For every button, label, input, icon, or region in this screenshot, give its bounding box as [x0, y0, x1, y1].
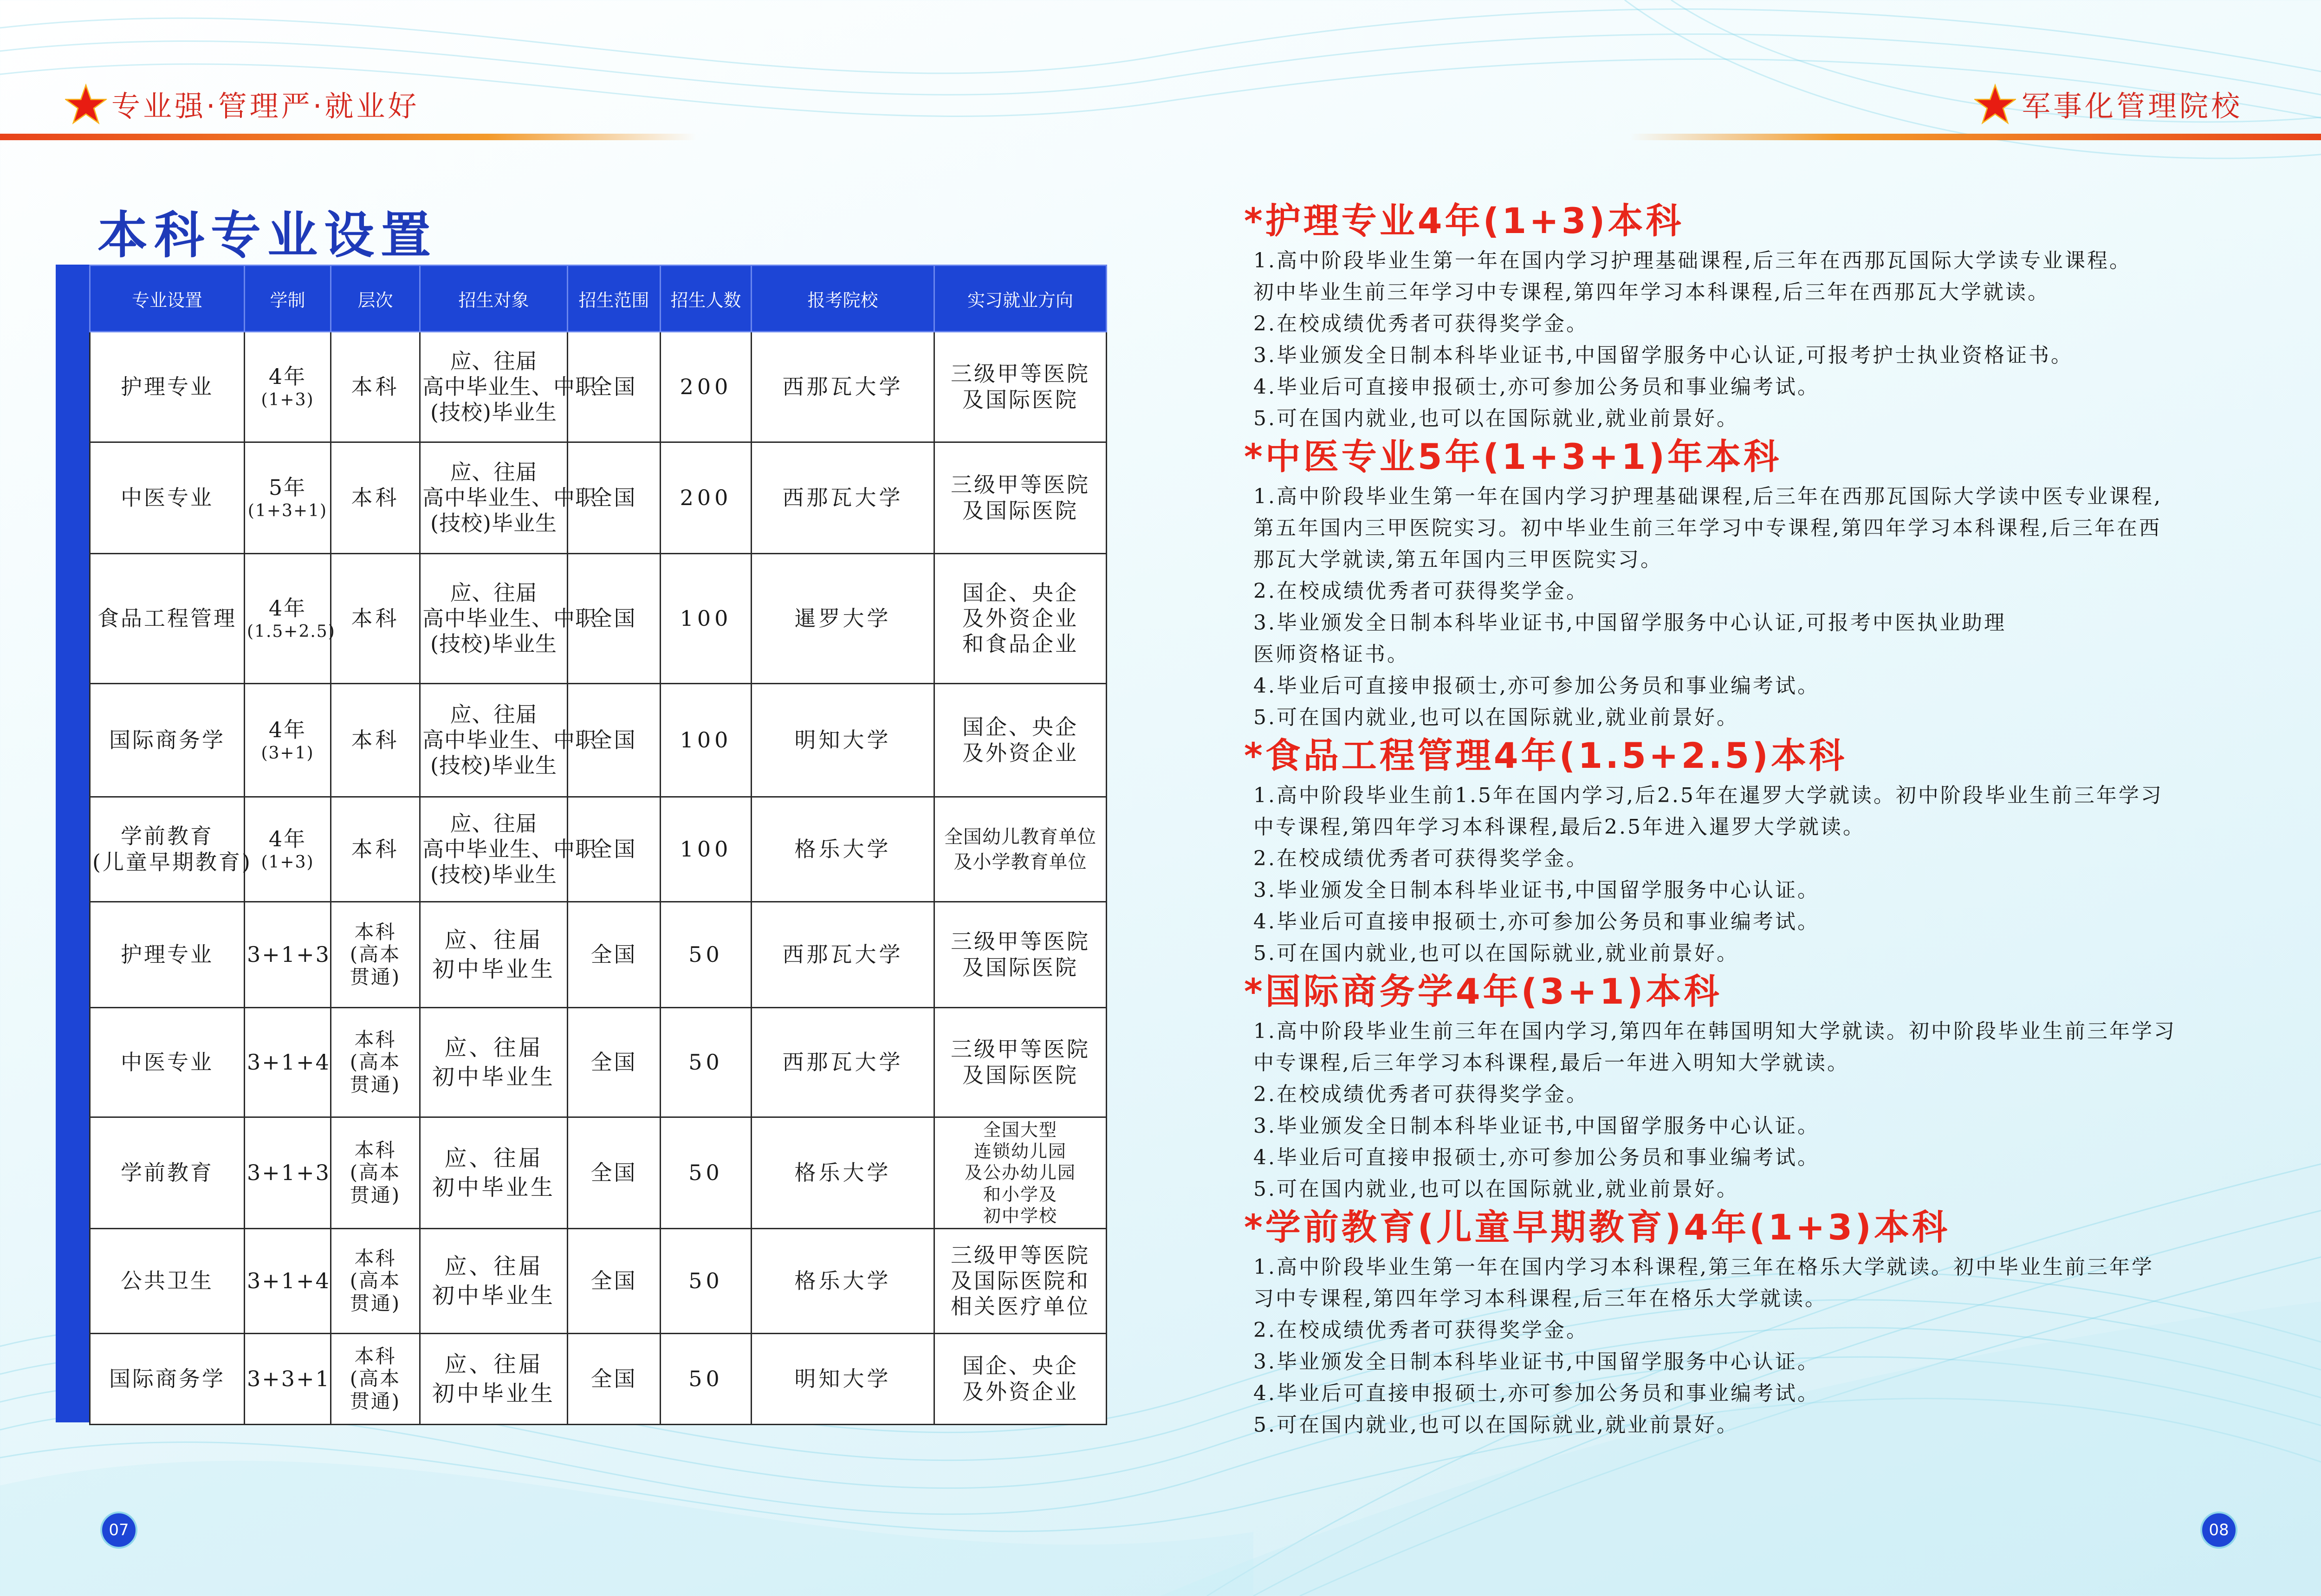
cell-level-line: 本科	[354, 1028, 396, 1051]
cell-level-line: 贯通)	[350, 965, 401, 988]
cell-count: 200	[661, 442, 752, 554]
table-row	[90, 902, 1107, 1008]
program-section-line: 2.在校成绩优秀者可获得奖学金。	[1253, 847, 1588, 870]
cell-target-line: 应、往届	[450, 701, 538, 727]
cell-job	[934, 442, 1107, 554]
cell-major-line: 学前教育	[121, 1160, 214, 1185]
cell-years-line: (1+3+1)	[247, 501, 328, 520]
program-section-line: 1.高中阶段毕业生前三年在国内学习,第四年在韩国明知大学就读。初中阶段毕业生前三年学习	[1253, 1019, 2176, 1043]
cell-target	[420, 332, 597, 442]
table-row	[90, 1117, 1107, 1229]
cell-years	[245, 684, 331, 797]
cell-years-line: 3+1+3	[247, 941, 331, 967]
red-star-icon	[65, 84, 107, 125]
cell-target-line: 高中毕业生、中职	[422, 485, 597, 510]
red-star-icon	[1974, 84, 2016, 125]
cell-scope: 全国	[568, 554, 661, 684]
page-title: 本科专业设置	[97, 207, 438, 265]
cell-level-line: 本科	[351, 727, 400, 753]
cell-level-line: 本科	[351, 374, 400, 399]
cell-level-line: 本科	[354, 1345, 396, 1368]
cell-years-line: (3+1)	[261, 743, 314, 763]
program-section-line: 医师资格证书。	[1253, 642, 1409, 666]
cell-job	[934, 1008, 1107, 1117]
cell-target-line: 应、往届	[444, 1253, 543, 1280]
cell-job-line: 及外资企业	[962, 605, 1078, 631]
cell-level-line: 贯通)	[350, 1183, 401, 1207]
cell-job-line: 全国大型	[983, 1119, 1057, 1140]
cell-target	[420, 902, 568, 1008]
cell-job	[934, 1334, 1107, 1425]
cell-years-line: (1.5+2.5)	[247, 622, 336, 641]
cell-target-line: 应、往届	[450, 580, 538, 605]
program-section-line: 5.可在国内就业,也可以在国际就业,就业前景好。	[1253, 941, 1739, 965]
cell-scope: 全国	[568, 684, 661, 797]
cell-school: 西那瓦大学	[752, 1008, 934, 1117]
cell-level-line: (高本	[350, 1269, 401, 1292]
cell-job-line: 及小学教育单位	[953, 851, 1087, 873]
col-header-target: 招生对象	[420, 266, 568, 332]
cell-target-line: 初中毕业生	[432, 1174, 555, 1200]
col-header-school: 报考院校	[752, 266, 934, 332]
program-section-line: 3.毕业颁发全日制本科毕业证书,中国留学服务中心认证,可报考护士执业资格证书。	[1253, 344, 2073, 367]
cell-years	[245, 332, 331, 442]
cell-years-line: 4年	[268, 717, 307, 743]
program-section-line: 2.在校成绩优秀者可获得奖学金。	[1253, 1318, 1588, 1342]
table-row	[90, 442, 1107, 554]
cell-major-line: 中医专业	[121, 485, 214, 510]
program-section	[1244, 1207, 2302, 1441]
program-section	[1244, 971, 2302, 1205]
col-header-major: 专业设置	[90, 266, 245, 332]
cell-target-line: 高中毕业生、中职	[422, 836, 597, 862]
cell-target-line: 应、往届	[450, 459, 538, 485]
cell-level	[331, 684, 420, 797]
page-number-left: 07	[100, 1512, 137, 1549]
program-section-line: 1.高中阶段毕业生前1.5年在国内学习,后2.5年在暹罗大学就读。初中阶段毕业生前三年学习	[1253, 784, 2163, 807]
cell-school: 西那瓦大学	[752, 442, 934, 554]
cell-level-line: 贯通)	[350, 1389, 401, 1413]
cell-job	[934, 1117, 1107, 1229]
page-number-right: 08	[2200, 1512, 2237, 1549]
table-row	[90, 1229, 1107, 1334]
cell-target	[420, 1334, 568, 1425]
cell-job-line: 及外资企业	[962, 1379, 1078, 1404]
cell-target-line: 应、往届	[444, 1145, 543, 1172]
cell-school: 格乐大学	[752, 797, 934, 902]
cell-job-line: 三级甲等医院	[951, 1037, 1090, 1062]
cell-count: 50	[661, 1334, 752, 1425]
cell-target-line: 高中毕业生、中职	[422, 727, 597, 753]
cell-level	[331, 1008, 420, 1117]
program-section	[1244, 436, 2302, 733]
cell-school: 暹罗大学	[752, 554, 934, 684]
cell-job-line: 初中学校	[983, 1206, 1057, 1226]
cell-target-line: 应、往届	[450, 811, 538, 836]
program-section-line: 5.可在国内就业,也可以在国际就业,就业前景好。	[1253, 407, 1739, 430]
program-section-line: 3.毕业颁发全日制本科毕业证书,中国留学服务中心认证。	[1253, 1350, 1820, 1374]
program-section-line: 2.在校成绩优秀者可获得奖学金。	[1253, 312, 1588, 336]
cell-level	[331, 442, 420, 554]
cell-level-line: 本科	[351, 605, 400, 631]
cell-target-line: 高中毕业生、中职	[422, 605, 597, 631]
program-section-line: 2.在校成绩优秀者可获得奖学金。	[1253, 1083, 1588, 1106]
cell-job-line: 及国际医院	[962, 387, 1078, 412]
cell-school: 明知大学	[752, 1334, 934, 1425]
cell-job-line: 及国际医院	[962, 1062, 1078, 1088]
cell-level-line: (高本	[350, 943, 401, 966]
cell-years-line: 4年	[268, 364, 307, 389]
cell-years	[245, 1229, 331, 1334]
header-rule-left	[0, 134, 696, 140]
cell-job-line: 三级甲等医院	[951, 472, 1090, 498]
cell-major	[90, 1008, 245, 1117]
cell-count: 50	[661, 1008, 752, 1117]
cell-level-line: 本科	[354, 1139, 396, 1162]
cell-years	[245, 554, 336, 684]
cell-scope: 全国	[568, 797, 661, 902]
cell-target	[420, 442, 597, 554]
cell-level-line: 本科	[354, 1247, 396, 1270]
cell-scope: 全国	[568, 1117, 661, 1229]
cell-school: 明知大学	[752, 684, 934, 797]
program-section-title: *护理专业4年(1+3)本科	[1244, 200, 1684, 241]
slogan-left-text: 专业强·管理严·就业好	[111, 89, 420, 123]
cell-target	[420, 797, 597, 902]
cell-scope: 全国	[568, 442, 661, 554]
cell-job	[934, 684, 1107, 797]
cell-major-line: 国际商务学	[109, 727, 225, 753]
majors-table	[89, 265, 1107, 1425]
table-row	[90, 797, 1107, 902]
cell-target-line: (技校)毕业生	[430, 753, 557, 779]
col-header-years: 学制	[245, 266, 331, 332]
cell-level-line: 本科	[354, 921, 396, 944]
program-section-line: 5.可在国内就业,也可以在国际就业,就业前景好。	[1253, 1177, 1739, 1201]
table-header-row	[90, 266, 1107, 332]
cell-years	[245, 1008, 331, 1117]
cell-job-line: 及公办幼儿园	[964, 1162, 1076, 1183]
program-section-line: 4.毕业后可直接申报硕士,亦可参加公务员和事业编考试。	[1253, 375, 1820, 399]
cell-job-line: 国企、央企	[962, 1353, 1078, 1379]
cell-target-line: (技校)毕业生	[430, 631, 557, 657]
cell-major-line: 国际商务学	[109, 1366, 225, 1391]
program-section-title: *学前教育(儿童早期教育)4年(1+3)本科	[1244, 1207, 1951, 1248]
table-side-stripe	[56, 265, 89, 1422]
program-section	[1244, 200, 2302, 435]
cell-target-line: 初中毕业生	[432, 1282, 555, 1309]
program-section-line: 1.高中阶段毕业生第一年在国内学习护理基础课程,后三年在西那瓦国际大学读专业课程。	[1253, 249, 2132, 272]
cell-years-line: (1+3)	[261, 390, 314, 409]
cell-job-line: 三级甲等医院	[951, 361, 1090, 387]
cell-school: 西那瓦大学	[752, 902, 934, 1008]
cell-count: 50	[661, 1229, 752, 1334]
cell-major-line: 护理专业	[121, 941, 214, 967]
cell-target-line: (技校)毕业生	[430, 400, 557, 425]
table-row	[90, 684, 1107, 797]
cell-level-line: 贯通)	[350, 1291, 401, 1315]
cell-target-line: (技校)毕业生	[430, 862, 557, 888]
cell-school: 格乐大学	[752, 1229, 934, 1334]
header-slogan-right	[2022, 78, 2243, 129]
program-section-line: 3.毕业颁发全日制本科毕业证书,中国留学服务中心认证,可报考中医执业助理	[1253, 611, 2006, 635]
table-row	[90, 1334, 1107, 1425]
cell-years-line: (1+3)	[261, 852, 314, 872]
cell-years-line: 3+1+4	[247, 1268, 331, 1293]
col-header-level: 层次	[331, 266, 420, 332]
cell-job-line: 国企、央企	[962, 580, 1078, 605]
cell-major-line: 食品工程管理	[97, 605, 237, 631]
cell-count: 50	[661, 902, 752, 1008]
cell-level-line: 本科	[351, 485, 400, 510]
cell-target-line: 应、往届	[444, 1351, 543, 1378]
cell-job	[934, 332, 1107, 442]
cell-years-line: 3+1+3	[247, 1160, 331, 1185]
cell-scope: 全国	[568, 902, 661, 1008]
cell-target	[420, 1229, 568, 1334]
cell-level	[331, 554, 420, 684]
program-section-line: 2.在校成绩优秀者可获得奖学金。	[1253, 579, 1588, 603]
cell-target-line: 应、往届	[444, 927, 543, 954]
cell-major	[90, 1117, 245, 1229]
program-section-line: 4.毕业后可直接申报硕士,亦可参加公务员和事业编考试。	[1253, 674, 1820, 698]
cell-level-line: (高本	[350, 1051, 401, 1074]
program-section-line: 1.高中阶段毕业生第一年在国内学习护理基础课程,后三年在西那瓦国际大学读中医专业课程,	[1253, 485, 2162, 508]
program-section	[1244, 735, 2302, 969]
cell-job-line: 三级甲等医院	[951, 1242, 1090, 1268]
cell-job	[934, 797, 1107, 902]
program-section-line: 中专课程,后三年学习本科课程,最后一年进入明知大学就读。	[1253, 1051, 1849, 1075]
program-section-line: 5.可在国内就业,也可以在国际就业,就业前景好。	[1253, 706, 1739, 729]
program-section-line: 中专课程,第四年学习本科课程,最后2.5年进入暹罗大学就读。	[1253, 815, 1865, 839]
cell-target-line: 初中毕业生	[432, 1380, 555, 1407]
table-row	[90, 1008, 1107, 1117]
cell-major-line: 护理专业	[121, 374, 214, 399]
cell-job-line: 及国际医院和	[951, 1268, 1090, 1293]
cell-job-line: 三级甲等医院	[951, 929, 1090, 954]
program-section-line: 4.毕业后可直接申报硕士,亦可参加公务员和事业编考试。	[1253, 1382, 1820, 1405]
cell-target-line: 应、往届	[444, 1035, 543, 1061]
program-section-line: 4.毕业后可直接申报硕士,亦可参加公务员和事业编考试。	[1253, 1146, 1820, 1169]
header-slogan-left	[111, 78, 419, 129]
cell-school: 西那瓦大学	[752, 332, 934, 442]
cell-target-line: 初中毕业生	[432, 956, 555, 982]
program-section-title: *食品工程管理4年(1.5+2.5)本科	[1244, 735, 1848, 776]
cell-years	[245, 797, 331, 902]
cell-job-line: 相关医疗单位	[951, 1294, 1090, 1319]
cell-major-line: (儿童早期教育)	[92, 849, 252, 875]
cell-target	[420, 684, 597, 797]
cell-level	[331, 1117, 420, 1229]
cell-target-line: 高中毕业生、中职	[422, 374, 597, 399]
cell-job-line: 及外资企业	[962, 740, 1078, 766]
cell-level	[331, 902, 420, 1008]
cell-years-line: 4年	[268, 826, 307, 852]
cell-job-line: 及国际医院	[962, 498, 1078, 523]
cell-major-line: 学前教育	[121, 824, 214, 849]
header-rule-right	[1630, 134, 2321, 140]
cell-job	[934, 554, 1107, 684]
program-section-title: *国际商务学4年(3+1)本科	[1244, 971, 1722, 1012]
cell-job-line: 国企、央企	[962, 714, 1078, 740]
col-header-scope: 招生范围	[568, 266, 661, 332]
cell-job	[934, 1229, 1107, 1334]
cell-level-line: (高本	[350, 1161, 401, 1184]
cell-level	[331, 1334, 420, 1425]
slogan-right-text: 军事化管理院校	[2021, 89, 2243, 123]
cell-job	[934, 902, 1107, 1008]
program-section-line: 第五年国内三甲医院实习。初中毕业生前三年学习中专课程,第四年学习本科课程,后三年在西	[1253, 516, 2161, 540]
table-row	[90, 554, 1107, 684]
cell-job-line: 全国幼儿教育单位	[944, 826, 1096, 848]
cell-level-line: 贯通)	[350, 1073, 401, 1096]
program-section-line: 3.毕业颁发全日制本科毕业证书,中国留学服务中心认证。	[1253, 878, 1820, 902]
cell-scope: 全国	[568, 1334, 661, 1425]
cell-count: 100	[661, 684, 752, 797]
cell-target-line: (技校)毕业生	[430, 511, 557, 536]
cell-level	[331, 797, 420, 902]
cell-years	[245, 442, 331, 554]
cell-target	[420, 1117, 568, 1229]
cell-major	[90, 554, 245, 684]
cell-years-line: 3+1+4	[247, 1049, 331, 1075]
cell-level	[331, 1229, 420, 1334]
cell-scope: 全国	[568, 332, 661, 442]
program-section-line: 4.毕业后可直接申报硕士,亦可参加公务员和事业编考试。	[1253, 910, 1820, 934]
cell-job-line: 和食品企业	[962, 631, 1078, 657]
cell-major-line: 公共卫生	[121, 1268, 214, 1293]
cell-level	[331, 332, 420, 442]
cell-major	[90, 797, 252, 902]
cell-years	[245, 902, 331, 1008]
program-section-line: 那瓦大学就读,第五年国内三甲医院实习。	[1253, 548, 1663, 571]
cell-scope: 全国	[568, 1229, 661, 1334]
cell-job-line: 及国际医院	[962, 954, 1078, 980]
cell-scope: 全国	[568, 1008, 661, 1117]
cell-count: 100	[661, 797, 752, 902]
cell-major	[90, 332, 245, 442]
cell-count: 100	[661, 554, 752, 684]
cell-target-line: 初中毕业生	[432, 1064, 555, 1090]
cell-level-line: 本科	[351, 836, 400, 862]
program-section-title: *中医专业5年(1+3+1)年本科	[1244, 436, 1782, 477]
cell-job-line: 连锁幼儿园	[973, 1141, 1067, 1161]
cell-count: 50	[661, 1117, 752, 1229]
cell-years	[245, 1117, 331, 1229]
program-section-line: 3.毕业颁发全日制本科毕业证书,中国留学服务中心认证。	[1253, 1114, 1820, 1138]
cell-job-line: 和小学及	[983, 1184, 1057, 1205]
cell-target-line: 应、往届	[450, 348, 538, 374]
program-section-line: 1.高中阶段毕业生第一年在国内学习本科课程,第三年在格乐大学就读。初中毕业生前三年学	[1253, 1255, 2154, 1279]
cell-major	[90, 1229, 245, 1334]
program-section-line: 5.可在国内就业,也可以在国际就业,就业前景好。	[1253, 1413, 1739, 1437]
cell-major	[90, 442, 245, 554]
cell-years-line: 3+3+1	[247, 1366, 331, 1391]
col-header-count: 招生人数	[661, 266, 752, 332]
cell-count: 200	[661, 332, 752, 442]
cell-major-line: 中医专业	[121, 1049, 214, 1075]
cell-major	[90, 1334, 245, 1425]
cell-major	[90, 902, 245, 1008]
cell-years	[245, 1334, 331, 1425]
cell-major	[90, 684, 245, 797]
cell-target	[420, 1008, 568, 1117]
cell-years-line: 5年	[268, 475, 307, 500]
col-header-job: 实习就业方向	[934, 266, 1107, 332]
program-section-line: 初中毕业生前三年学习中专课程,第四年学习本科课程,后三年在西那瓦大学就读。	[1253, 280, 2050, 304]
cell-school: 格乐大学	[752, 1117, 934, 1229]
cell-target	[420, 554, 597, 684]
program-descriptions	[1244, 199, 2302, 1441]
table-row	[90, 332, 1107, 442]
cell-level-line: (高本	[350, 1367, 401, 1390]
program-section-line: 习中专课程,第四年学习本科课程,后三年在格乐大学就读。	[1253, 1287, 1827, 1311]
cell-years-line: 4年	[268, 596, 307, 621]
